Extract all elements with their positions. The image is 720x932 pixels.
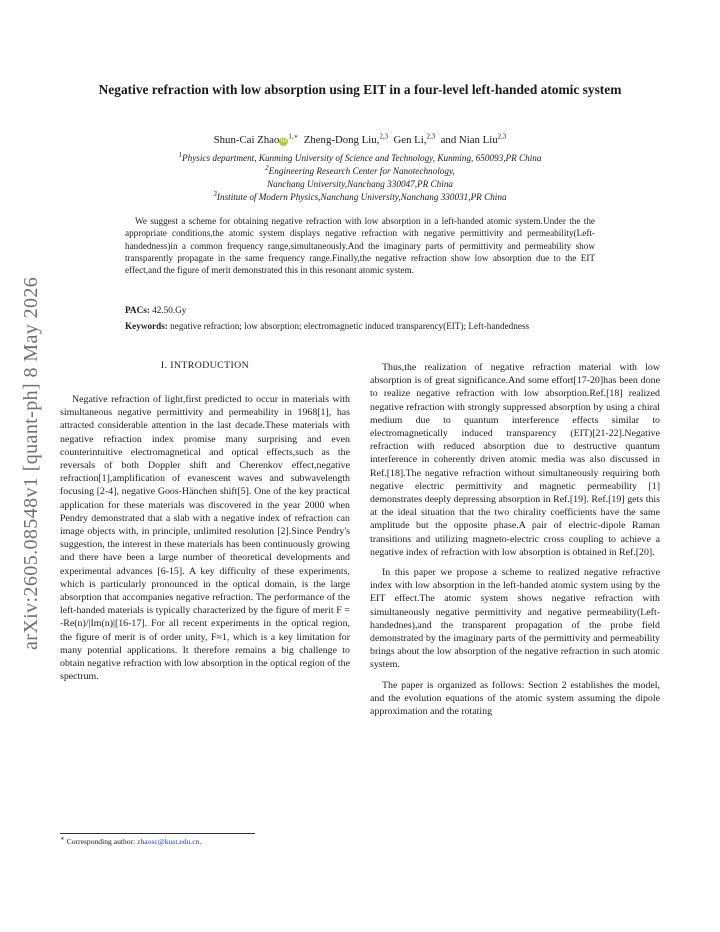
body-paragraph: The paper is organized as follows: Section 2 establishes the model, and the evolution equations of the atomic system assuming the dipole approximation and the rotating <box>370 679 660 718</box>
section-heading: I. INTRODUCTION <box>160 360 250 371</box>
body-paragraph: In this paper we propose a scheme to realized negative refractive index with low absorption in the left-handed atomic system using by the EIT effect.The atomic system shows negative refraction with simultaneously negative permittivity and negative permeability(Left-handednes),and the transparent propagation of the probe field demonstrated by the imaginary parts of the permittivity and permeability brings about the low absorption of the negative refraction in such atomic system. <box>370 567 660 671</box>
author-name: Gen Li, <box>393 134 427 146</box>
body-paragraph: Negative refraction of light,first predicted to occur in materials with simultaneous negative permittivity and permeability in 1968[1], has attracted considerable attention in the last decade.These materials with negative refraction index promise many surprising and even counterintuitive electromagnetical and optical effects,such as the reversals of both Doppler shift and Cherenkov effect,negative refraction[1],amplification of evanescent waves and subwavelength focusing [2-4], negative Goos-Hänchen shift[5]. One of the key practical application for these materials was discovered in the year 2000 when Pendry demonstrated that a slab with a negative index of refraction can image objects with, in principle, unlimited resolution [2].Since Pendry's suggestion, the interest in these materials has been continuously growing and there have been a large number of theoretical developments and experimental advances [6-15]. A key difficulty of these experiments, which is particularly pronounced in the optical domain, is the large absorption that accompanies negative refraction. The performance of the left-handed materials is typically characterized by the figure of merit F = -Re(n)/|Im(n)|[16-17]. For all recent experiments in the optical region, the figure of merit is of order unity, F≈1, which is a key limitation for many potential applications. It therefore remains a big challenge to obtain negative refraction with low absorption in the optical region of the spectrum. <box>60 394 350 683</box>
footnote-label: Corresponding author: <box>66 837 136 846</box>
paper-title: Negative refraction with low absorption using EIT in a four-level left-handed atomic system <box>98 82 622 97</box>
abstract: We suggest a scheme for obtaining negative refraction with low absorption in a left-handed atomic system.Under the the appropriate conditions,the atomic system displays negative refraction with negative permittivity and permeability(Left-handedness)in a common frequency range,simultaneously.And the imaginary parts of permittivity and permeability show transparently propagate in the same frequency range.Finally,the negative refraction show low absorption due to the EIT effect,and the figure of merit demonstrated this in this resonant atomic system. <box>125 216 595 276</box>
affiliation-line <box>60 165 660 178</box>
footnote-rule <box>60 833 255 834</box>
affiliation-text: Nanchang University,Nanchang 330047,PR China <box>266 179 454 189</box>
affiliation-marker: 3 <box>213 189 217 198</box>
keywords-value: negative refraction; low absorption; electromagnetic induced transparency(EIT); Left-handedness <box>170 321 530 331</box>
affiliation-line <box>60 191 660 204</box>
pacs-label: PACs: <box>125 305 150 315</box>
author-affil-marker: 2,3 <box>426 132 436 141</box>
author-name: and Nian Liu <box>440 134 498 146</box>
right-column <box>370 361 660 725</box>
arxiv-id-text: arXiv:2605.08548v1 [quant-ph] 8 May 2026 <box>20 276 42 650</box>
affiliation-text: Physics department, Kunming University of Science and Technology, Kunming, 650093,PR China <box>182 153 542 163</box>
affiliation-text: Institute of Modern Physics,Nanchang University,Nanchang 330031,PR China <box>216 192 507 202</box>
author-list <box>60 134 660 146</box>
keywords-label: Keywords: <box>125 321 168 331</box>
affiliation-marker: 2 <box>265 163 269 172</box>
orcid-icon[interactable]: iD <box>281 138 287 144</box>
keywords-line <box>125 321 665 331</box>
author-name: Shun-Cai Zhao <box>213 134 280 146</box>
pacs-line <box>125 305 645 315</box>
author-affil-marker: 2,3 <box>497 132 507 141</box>
affiliation-marker: 1 <box>178 150 183 159</box>
pacs-value: 42.50.Gy <box>152 305 187 315</box>
footnote-marker: ∗ <box>60 834 65 843</box>
author-affil-marker: 2,3 <box>379 132 389 141</box>
arxiv-identifier <box>20 250 48 650</box>
left-column <box>60 393 350 690</box>
affiliation-text: Engineering Research Center for Nanotechnology, <box>268 166 455 176</box>
author-affil-marker: 1,∗ <box>288 132 299 141</box>
author-email-link[interactable]: zhaosc@kust.edu.cn. <box>137 837 202 846</box>
author-name: Zheng-Dong Liu, <box>303 134 380 146</box>
affiliation-line <box>60 152 660 165</box>
body-paragraph: Thus,the realization of negative refraction material with low absorption is of great significance.And some effort[17-20]has been done to realize negative refraction with low absorption.Ref.[18] realized negative refraction with strongly suppressed absorption by using a chiral medium due to quantum interference effects similar to electromagnetically induced transparency (EIT)[21-22].Negative refraction with reduced absorption due to destructive quantum interference in coherently driven atomic media was also discussed in Ref.[18].The negative refraction without simultaneously requiring both negative electric permittivity and magnetic permeability [1] demonstrates deeply depressing absorption in Ref.[19]. Ref.[19] gets this at the ideal situation that the two chirality coefficients have the same amplitude but the opposite phase.A pair of electric-dipole Raman transitions and utilizing magneto-electric cross coupling to achieve a negative index of refraction with low absorption is obtained in Ref.[20]. <box>370 362 660 558</box>
footnote <box>60 834 350 846</box>
affiliation-line <box>60 178 660 191</box>
